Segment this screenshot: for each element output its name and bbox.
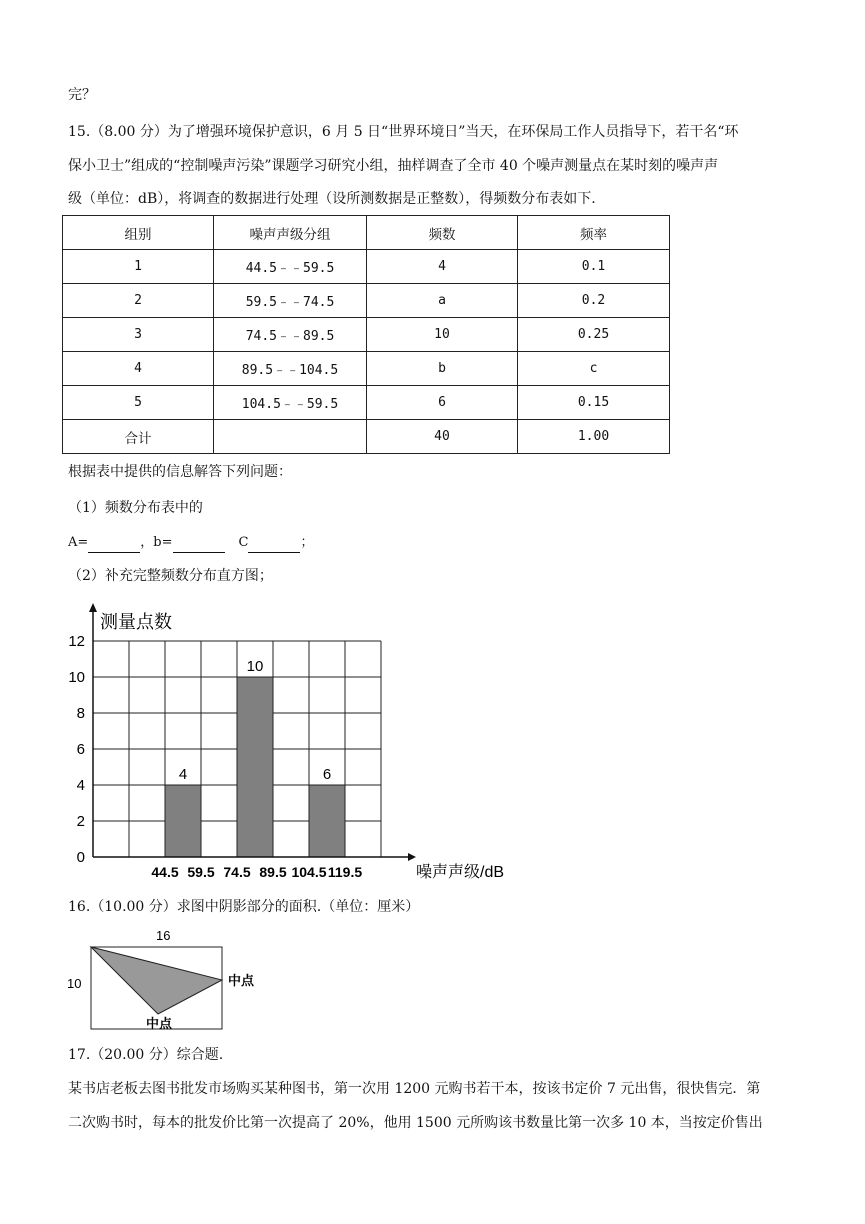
- right-midpoint-label: 中点: [228, 973, 255, 988]
- q15-line-3: 级（单位：dB），将调查的数据进行处理（设所测数据是正整数），得频数分布表如下.: [68, 191, 596, 207]
- bar-value-label: 4: [178, 766, 188, 783]
- x-tick-label: 74.5: [223, 864, 251, 880]
- x-axis-title: 噪声声级/dB: [416, 864, 505, 881]
- table-cell: 10: [367, 318, 518, 352]
- width-label: 16: [156, 928, 171, 943]
- header-frequency: 频数: [367, 216, 518, 250]
- x-tick-label: 44.5: [151, 864, 179, 880]
- x-tick-label: 104.5: [291, 864, 327, 880]
- table-cell: 74.5﹣﹣89.5: [214, 318, 367, 352]
- y-tick-label: 10: [68, 669, 85, 686]
- table-row: [63, 250, 670, 284]
- table-cell: 1: [63, 250, 214, 284]
- table-cell: 44.5﹣﹣59.5: [214, 250, 367, 284]
- header-group: 组别: [63, 216, 214, 250]
- frequency-table: [62, 215, 670, 454]
- table-cell: 59.5﹣﹣74.5: [214, 284, 367, 318]
- histogram-bar: [165, 785, 201, 857]
- header-range: 噪声声级分组: [214, 216, 367, 250]
- y-tick-label: 2: [76, 813, 85, 830]
- table-cell: 40: [367, 420, 518, 454]
- table-row: [63, 352, 670, 386]
- q15-part-1-blanks: [68, 533, 313, 553]
- table-cell: 5: [63, 386, 214, 420]
- table-cell: 0.1: [518, 250, 670, 284]
- shaded-triangle: [91, 947, 222, 1014]
- q17-title: 17.（20.00 分）综合题.: [68, 1047, 224, 1063]
- table-cell: 0.2: [518, 284, 670, 318]
- blank-b[interactable]: [173, 536, 225, 553]
- q16-text: 16.（10.00 分）求图中阴影部分的面积.（单位：厘米）: [68, 899, 420, 915]
- table-cell: 合计: [63, 420, 214, 454]
- bar-value-label: 10: [246, 658, 264, 675]
- height-label: 10: [67, 976, 82, 991]
- histogram-chart: [60, 600, 505, 885]
- q15-line-2: 保小卫士”组成的“控制噪声污染”课题学习研究小组，抽样调查了全市 40 个噪声测量点在某时刻的噪声声: [68, 158, 719, 174]
- y-tick-label: 0: [76, 849, 85, 866]
- q15-line-1: 15.（8.00 分）为了增强环境保护意识，6 月 5 日“世界环境日”当天，在环保局工作人员指导下，若干名“环: [68, 124, 739, 140]
- x-tick-label: 59.5: [187, 864, 215, 880]
- q17-line-2: 二次购书时，每本的批发价比第一次提高了 20%，他用 1500 元所购该书数量比第一次多 10 本，当按定价售出: [68, 1115, 763, 1131]
- q15-part-2: （2）补充完整频数分布直方图；: [68, 568, 273, 584]
- blank-c[interactable]: [248, 536, 300, 553]
- blank-b-label: ，b=: [140, 535, 173, 550]
- q16-figure: [60, 924, 280, 1034]
- table-cell: b: [367, 352, 518, 386]
- blank-end: ；: [300, 535, 314, 550]
- q15-part-1: （1）频数分布表中的: [68, 500, 203, 516]
- table-header-row: [63, 216, 670, 250]
- table-cell: 0.25: [518, 318, 670, 352]
- bar-value-label: 6: [322, 766, 332, 783]
- x-axis-arrow: [408, 853, 416, 861]
- table-cell: 89.5﹣﹣104.5: [214, 352, 367, 386]
- table-cell: 4: [367, 250, 518, 284]
- table-cell: [214, 420, 367, 454]
- table-cell: 2: [63, 284, 214, 318]
- chart-labels: [68, 612, 504, 881]
- table-total-row: [63, 420, 670, 454]
- y-axis-arrow: [89, 603, 97, 612]
- x-tick-label: 89.5: [259, 864, 287, 880]
- q15-instruction: 根据表中提供的信息解答下列问题：: [68, 464, 292, 480]
- table-cell: 0.15: [518, 386, 670, 420]
- table-cell: 104.5﹣﹣59.5: [214, 386, 367, 420]
- y-axis-title: 测量点数: [100, 612, 172, 632]
- table-row: [63, 284, 670, 318]
- table-row: [63, 386, 670, 420]
- chart-bars: [165, 677, 345, 857]
- bottom-midpoint-label: 中点: [146, 1016, 173, 1031]
- blank-a-label: A=: [68, 535, 89, 550]
- table-cell: 4: [63, 352, 214, 386]
- y-tick-label: 8: [76, 705, 85, 722]
- table-cell: 1.00: [518, 420, 670, 454]
- histogram-bar: [309, 785, 345, 857]
- blank-c-label: C: [238, 535, 249, 550]
- header-rate: 频率: [518, 216, 670, 250]
- table-cell: a: [367, 284, 518, 318]
- table-cell: 3: [63, 318, 214, 352]
- q17-line-1: 某书店老板去图书批发市场购买某种图书，第一次用 1200 元购书若干本，按该书定价 7 元出售，很快售完．第: [68, 1081, 761, 1097]
- table-cell: c: [518, 352, 670, 386]
- previous-question-fragment: 完？: [68, 87, 96, 103]
- table-row: [63, 318, 670, 352]
- y-tick-label: 6: [76, 741, 85, 758]
- y-tick-label: 12: [68, 633, 85, 650]
- blank-a[interactable]: [88, 536, 140, 553]
- y-tick-label: 4: [76, 777, 85, 794]
- histogram-bar: [237, 677, 273, 857]
- x-tick-label: 119.5: [327, 864, 363, 880]
- table-cell: 6: [367, 386, 518, 420]
